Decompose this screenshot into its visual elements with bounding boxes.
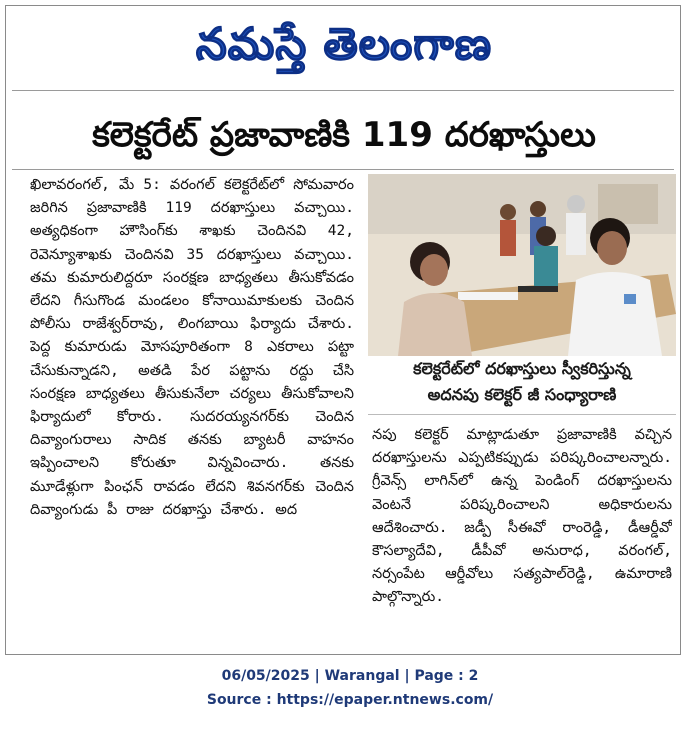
headline-divider (12, 169, 674, 170)
article-headline: కలెక్టరేట్ ప్రజావాణికి 119 దరఖాస్తులు (92, 115, 596, 155)
clipping-frame (5, 5, 681, 655)
masthead-divider (12, 90, 674, 91)
article-photo (368, 174, 676, 356)
photo-caption-line-2: అదనపు కలెక్టర్ జీ సంధ్యారాణి (427, 385, 617, 404)
footer-source-link[interactable]: Source : https://epaper.ntnews.com/ (206, 692, 494, 708)
footer-edition-info: 06/05/2025 | Warangal | Page : 2 (221, 668, 479, 684)
newspaper-masthead: నమస్తే తెలంగాణ (195, 19, 493, 70)
photo-caption-line-1: కలెక్టరేట్‌లో దరఖాస్తులు స్వీకరిస్తున్న (413, 359, 631, 378)
photo-illustration (368, 174, 676, 356)
photo-caption (368, 356, 676, 415)
article-text-left-column: ఖిలావరంగల్, మే 5: వరంగల్ కలెక్టరేట్‌లో సోమవారం జరిగిన ప్రజావాణికి 119 దరఖాస్తులు వచ్చాయి. అత్యధికంగా హౌసింగ్‌కు శాఖకు చెందినవి 42, రెవెన్యూశాఖకు చెందినవి 35 దరఖాస్తులు వచ్చాయి. తమ కుమారులిద్దరూ సంరక్షణ బాధ్యతలు తీసుకోవడం లేదని గీసుగొండ మండలం కోనాయిమాకులకు చెందిన పోలీసు రాజేశ్వర్‌రావు, లింగబాయి ఫిర్యాదు చేశారు. పెద్ద కుమారుడు మోసపూరితంగా 8 ఎకరాలు పట్టా చేసుకున్నాడని, అతడి పేర పట్టాను రద్దు చేసి సంరక్షణ బాధ్యతలు తీసుకునేలా చర్యలు తీసుకోవాలని ఫిర్యాదులో కోరారు. సుదరయ్యనగర్‌కు చెందిన దివ్యాంగురాలు సాదిక తనకు బ్యాటరీ వాహనం ఇప్పించాలని కోరుతూ విన్నవించారు. తనకు మూడేళ్లుగా పింఛన్ రావడం లేదని శివనగర్‌కు చెందిన దివ్యాంగుడు పీ రాజు దరఖాస్తు చేశారు. అద (30, 177, 354, 518)
article-text-right-column: నపు కలెక్టర్ మాట్లాడుతూ ప్రజావాణికి వచ్చిన దరఖాస్తులను ఎప్పటికప్పుడు పరిష్కరించాలన్నారు. గ్రీవెన్స్ లాగిన్‌లో ఉన్న పెండింగ్ దరఖాస్తులను వెంటనే పరిష్కరించాలని అధికారులను ఆదేశించారు. జడ్పీ సీఈవో రాంరెడ్డి, డీఆర్డీవో కౌసల్యాదేవి, డీపీవో అనురాధ, వరంగల్, నర్సంపేట ఆర్డీవోలు సత్యపాల్‌రెడ్డి, ఉమారాణి పాల్గొన్నారు. (372, 427, 672, 606)
